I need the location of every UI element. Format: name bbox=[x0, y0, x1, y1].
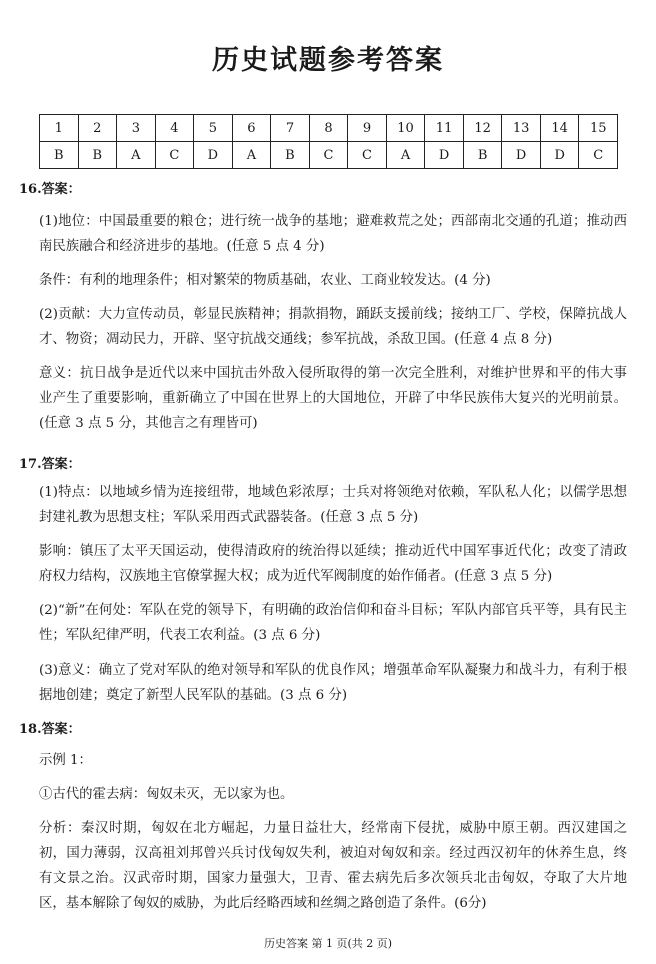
answer-number-cell: 7 bbox=[271, 115, 310, 142]
q16-paragraph-3: (2)贡献：大力宣传动员，彰显民族精神；捐款捐物，踊跃支援前线；接纳工厂、学校，保障抗战人才、物资；凋动民力，开辟、坚守抗战交通线；参军抗战，杀敌卫国。(任意 4 点 8 分) bbox=[39, 307, 627, 347]
answer-number-cell: 10 bbox=[386, 115, 425, 142]
q17-paragraph-2: 影响：镇压了太平天国运动，使得清政府的统治得以延续；推动近代中国军事近代化；改变了清政府权力结构，汉族地主官僚掌握大权；成为近代军阀制度的始作俑者。(任意 3 点 5 分) bbox=[39, 544, 627, 584]
q17-paragraph-3: (2)“新”在何处：军队在党的领导下，有明确的政治信仰和奋斗目标；军队内部官兵平等，具有民主性；军队纪律严明，代表工农利益。(3 点 6 分) bbox=[39, 603, 627, 643]
answer-number-cell: 14 bbox=[540, 115, 579, 142]
answer-number-cell: 4 bbox=[155, 115, 194, 142]
answer-letter-cell: B bbox=[271, 142, 310, 169]
answer-table-number-row bbox=[40, 115, 618, 142]
answer-number-cell: 9 bbox=[348, 115, 387, 142]
answer-number-cell: 3 bbox=[117, 115, 156, 142]
answer-number-cell: 5 bbox=[194, 115, 233, 142]
q17-paragraph-1: (1)特点：以地域乡情为连接纽带，地域色彩浓厚；士兵对将领绝对依赖，军队私人化；以儒学思想封建礼教为思想支柱；军队采用西式武器装备。(任意 3 点 5 分) bbox=[39, 485, 627, 525]
answer-number-cell: 15 bbox=[579, 115, 618, 142]
answer-letter-cell: D bbox=[425, 142, 464, 169]
answer-number-cell: 2 bbox=[78, 115, 117, 142]
answer-letter-cell: D bbox=[502, 142, 541, 169]
answer-letter-cell: C bbox=[579, 142, 618, 169]
answer-number-cell: 8 bbox=[309, 115, 348, 142]
question-16-label: 16.答案： bbox=[19, 182, 81, 197]
q16-paragraph-1: (1)地位：中国最重要的粮仓；进行统一战争的基地；避难救荒之处；西部南北交通的孔道；推动西南民族融合和经济进步的基地。(任意 5 点 4 分) bbox=[39, 214, 627, 254]
answer-table bbox=[39, 114, 618, 169]
answer-letter-cell: C bbox=[348, 142, 387, 169]
answer-letter-cell: B bbox=[40, 142, 79, 169]
question-17-label: 17.答案： bbox=[19, 457, 81, 472]
answer-letter-cell: D bbox=[540, 142, 579, 169]
answer-letter-cell: A bbox=[232, 142, 271, 169]
answer-letter-cell: C bbox=[155, 142, 194, 169]
answer-number-cell: 11 bbox=[425, 115, 464, 142]
answer-letter-cell: A bbox=[386, 142, 425, 169]
answer-letter-cell: D bbox=[194, 142, 233, 169]
question-18-label: 18.答案： bbox=[19, 722, 81, 737]
answer-table-answer-row bbox=[40, 142, 618, 169]
answer-letter-cell: A bbox=[117, 142, 156, 169]
answer-number-cell: 12 bbox=[463, 115, 502, 142]
q16-paragraph-2: 条件：有利的地理条件；相对繁荣的物质基础，农业、工商业较发达。(4 分) bbox=[39, 273, 491, 288]
q18-paragraph-3: 分析：秦汉时期，匈奴在北方崛起，力量日益壮大，经常南下侵扰，威胁中原王朝。西汉建国之初，国力薄弱，汉高祖刘邦曾兴兵讨伐匈奴失利，被迫对匈奴和亲。经过西汉初年的休养生息，终有文景之治。汉武帝时期，国家力量强大，卫青、霍去病先后多次领兵北击匈奴，夺取了大片地区，基本解除了匈奴的威胁，为此后经略西域和丝绸之路创造了条件。(6分) bbox=[39, 821, 627, 911]
q17-paragraph-4: (3)意义：确立了党对军队的绝对领导和军队的优良作风；增强革命军队凝聚力和战斗力，有利于根据地创建；奠定了新型人民军队的基础。(3 点 6 分) bbox=[39, 663, 627, 703]
q18-paragraph-2: ①古代的霍去病：匈奴未灭，无以家为也。 bbox=[39, 787, 294, 802]
q16-paragraph-4: 意义：抗日战争是近代以来中国抗击外敌入侵所取得的第一次完全胜利，对维护世界和平的伟大事业产生了重要影响，重新确立了中国在世界上的大国地位，开辟了中华民族伟大复兴的光明前景。(任意 3 点 5 分，其他言之有理皆可) bbox=[39, 366, 627, 431]
answer-letter-cell: B bbox=[463, 142, 502, 169]
q18-paragraph-1: 示例 1： bbox=[39, 753, 92, 768]
answer-number-cell: 6 bbox=[232, 115, 271, 142]
page-footer: 历史答案 第 1 页(共 2 页) bbox=[263, 937, 393, 950]
answer-letter-cell: C bbox=[309, 142, 348, 169]
answer-letter-cell: B bbox=[78, 142, 117, 169]
page-title: 历史试题参考答案 bbox=[212, 45, 444, 76]
answer-number-cell: 13 bbox=[502, 115, 541, 142]
answer-number-cell: 1 bbox=[40, 115, 79, 142]
